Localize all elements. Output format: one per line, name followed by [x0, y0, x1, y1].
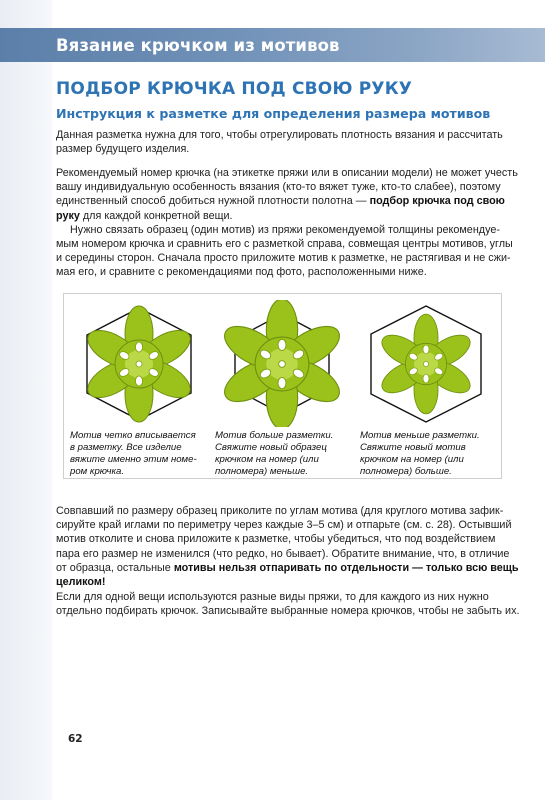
- caption-larger: [215, 430, 351, 478]
- section-heading: ПОДБОР КРЮЧКА ПОД СВОЮ РУКУ: [56, 79, 413, 99]
- caption-line: крючком на номер (или: [215, 454, 319, 465]
- caption-line: Мотив четко вписывается: [70, 430, 196, 441]
- text-line: Совпавший по размеру образец приколите по углам мотива (для круглого мотива зафик-: [56, 505, 504, 517]
- caption-line: крючком на номер (или: [360, 454, 464, 465]
- caption-line: Мотив меньше разметки.: [360, 430, 480, 441]
- motif-photo-exact: [70, 300, 208, 427]
- text-line: Рекомендуемый номер крючка (на этикетке пряжи или в описании модели) не может учесть: [56, 167, 518, 179]
- text-run: от образца, остальные: [56, 561, 174, 574]
- recommendation-paragraph: [56, 166, 516, 280]
- caption-line: Мотив больше разметки.: [215, 430, 334, 441]
- page-margin-shade: [0, 0, 52, 800]
- motif-photo-larger: [213, 300, 351, 427]
- running-header-title: Вязание крючком из мотивов: [56, 36, 340, 55]
- text-run: единственный способ добиться нужной плотности полотна —: [56, 195, 370, 208]
- text-line: Если для одной вещи используются разные виды пряжи, то для каждого из них нужно: [56, 591, 489, 603]
- emphasis-text: целиком!: [56, 576, 106, 589]
- text-line: Нужно связать образец (один мотив) из пряжи рекомендуемой толщины рекомендуе-: [70, 223, 500, 236]
- caption-line: Свяжите новый образец: [215, 442, 327, 453]
- caption-line: ром крючка.: [70, 466, 125, 477]
- caption-line: Свяжите новый мотив: [360, 442, 466, 453]
- text-line: отдельно подбирать крючок. Записывайте выбранные номера крючков, чтобы не забыть их.: [56, 605, 520, 618]
- blocking-paragraph: [56, 504, 519, 589]
- text-line: [56, 575, 516, 589]
- text-line: [56, 561, 519, 575]
- text-line: мым номером крючка и сравнить его с разметкой справа, совмещая центры мотивов, углы: [56, 238, 513, 251]
- text-line: и середины сторон. Сначала просто приложите мотив к разметке, не растягивая и не сжи-: [56, 252, 511, 265]
- text-line: [56, 194, 516, 208]
- text-line: размер будущего изделия.: [56, 143, 190, 156]
- text-line: Данная разметка нужна для того, чтобы отрегулировать плотность вязания и рассчитать: [56, 129, 503, 141]
- text-line: сируйте край иглами по периметру через каждые 3–5 см) и отпарьте (см. с. 28). Остывший: [56, 519, 512, 532]
- text-line: мая его, и сравните с рекомендациями под фото, расположенными ниже.: [56, 266, 427, 279]
- text-run: для каждой конкретной вещи.: [79, 209, 233, 222]
- caption-line: полномера) больше.: [360, 466, 452, 477]
- emphasis-text: руку: [56, 209, 80, 222]
- text-line: вашу индивидуальную особенность вязания (кто-то вяжет туже, кто-то слабее), поэтому: [56, 181, 501, 194]
- caption-exact: [70, 430, 206, 478]
- motif-photo-smaller: [357, 300, 495, 427]
- text-line: [56, 209, 516, 223]
- intro-paragraph: [56, 128, 516, 156]
- page-number: 62: [68, 733, 83, 745]
- text-line: пара его размер не изменился (что редко, но бывает). Обратите внимание, что, в отличие: [56, 547, 510, 560]
- text-line: мотив отколите и снова приложите к разметке, чтобы убедиться, что под воздействием: [56, 533, 496, 546]
- caption-line: вяжите именно этим номе-: [70, 454, 197, 465]
- emphasis-text: мотивы нельзя отпаривать по отдельности — только всю вещь: [173, 561, 519, 574]
- caption-smaller: [360, 430, 496, 478]
- emphasis-text: подбор крючка под свою: [369, 195, 505, 208]
- final-paragraph: [56, 590, 520, 618]
- caption-line: в разметку. Все изделие: [70, 442, 182, 453]
- caption-line: полномера) меньше.: [215, 466, 309, 477]
- section-subheading: Инструкция к разметке для определения размера мотивов: [56, 106, 491, 121]
